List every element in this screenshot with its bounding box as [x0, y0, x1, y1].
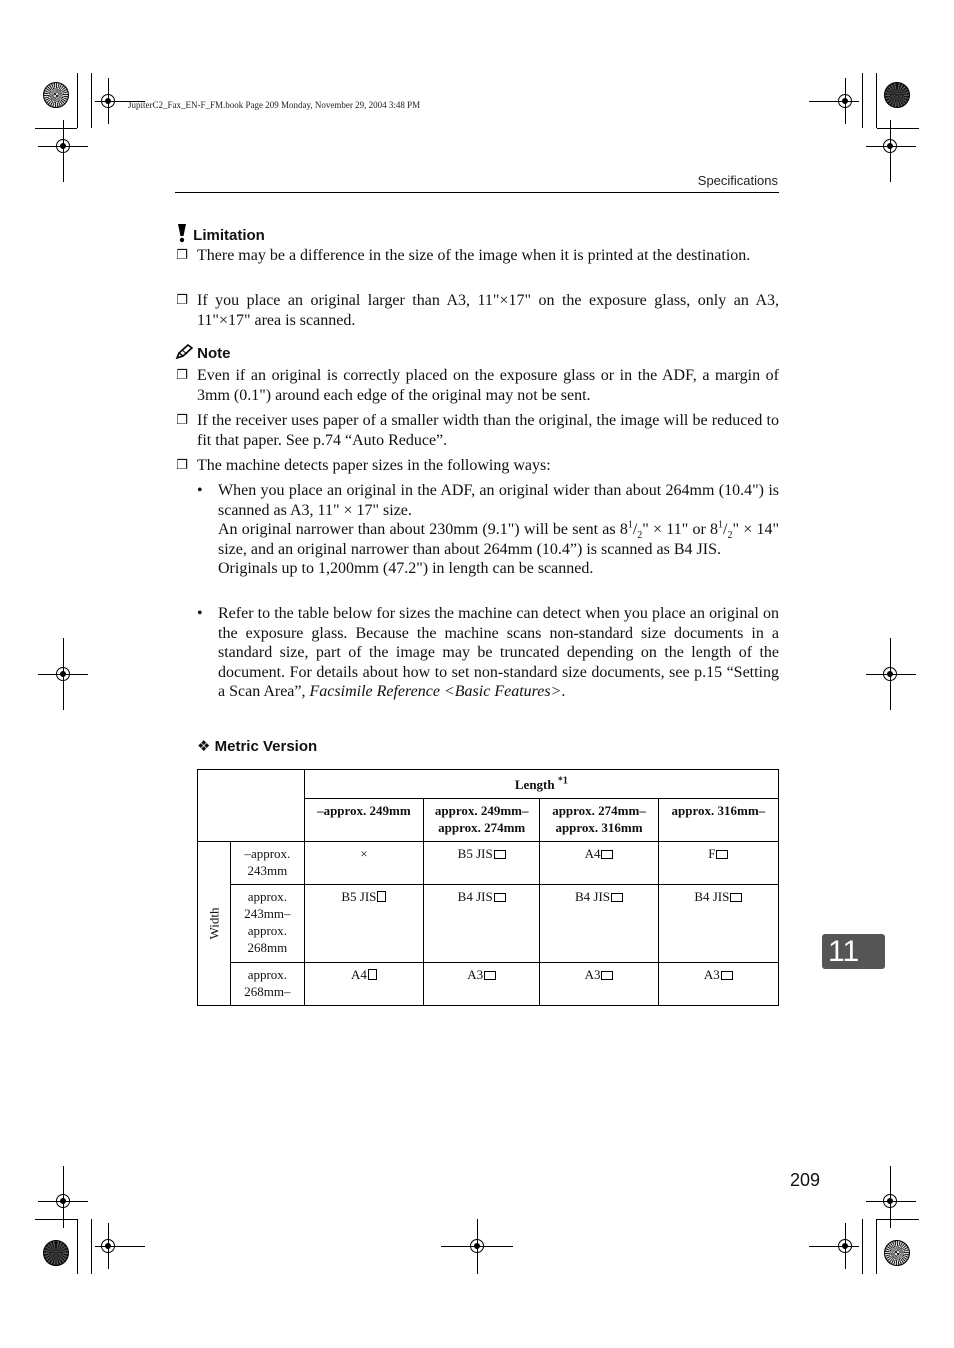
registration-mark-icon: [470, 1239, 484, 1253]
row-header: approx. 243mm– approx. 268mm: [230, 885, 304, 963]
list-item: ❐ The machine detects paper sizes in the following ways:: [176, 457, 551, 474]
table-cell: ×: [304, 842, 423, 885]
registration-mark-icon: [56, 1194, 70, 1208]
landscape-orientation-icon: [730, 893, 742, 902]
registration-mark-icon: [101, 1239, 115, 1253]
color-wheel-icon: [43, 1240, 69, 1266]
landscape-orientation-icon: [601, 850, 613, 859]
color-wheel-icon: [884, 1240, 910, 1266]
table-cell: B4 JIS: [540, 885, 658, 963]
list-item: ❐ If the receiver uses paper of a smaller width than the original, the image will be reduced to fit that paper. See p.74 “Auto Reduce”.: [176, 412, 779, 449]
metric-version-heading: ❖ Metric Version: [197, 737, 318, 755]
table-cell: A4: [540, 842, 658, 885]
landscape-orientation-icon: [716, 850, 728, 859]
length-header: Length $^{*1}$: [304, 770, 778, 799]
limitation-heading: [175, 223, 265, 244]
checkbox-icon: ❐: [176, 368, 188, 383]
checkbox-icon: ❐: [176, 293, 188, 308]
chapter-tab: 11: [822, 934, 885, 969]
registration-mark-icon: [883, 139, 897, 153]
row-header: –approx. 243mm: [230, 842, 304, 885]
page-number: 209: [790, 1170, 821, 1190]
limitation-heading-label: Limitation: [193, 227, 265, 244]
portrait-orientation-icon: [377, 891, 386, 902]
bullet-icon: •: [197, 482, 203, 499]
list-item: ❐ There may be a difference in the size of the image when it is printed at the destination.: [176, 247, 751, 264]
note-heading-label: Note: [197, 345, 231, 362]
landscape-orientation-icon: [721, 971, 733, 980]
registration-mark-icon: [838, 1239, 852, 1253]
table-cell: A3: [540, 963, 658, 1006]
registration-mark-icon: [883, 667, 897, 681]
checkbox-icon: ❐: [176, 458, 188, 473]
landscape-orientation-icon: [611, 893, 623, 902]
table-row: [198, 963, 779, 1006]
table-cell: B5 JIS: [424, 842, 540, 885]
landscape-orientation-icon: [494, 893, 506, 902]
list-item: ❐ If you place an original larger than A3, 11"×17" on the exposure glass, only an A3, 11"×17" area is scanned.: [176, 292, 779, 329]
landscape-orientation-icon: [494, 850, 506, 859]
table-cell: F: [658, 842, 778, 885]
landscape-orientation-icon: [601, 971, 613, 980]
table-corner: [198, 770, 305, 842]
column-header: –approx. 249mm: [304, 799, 423, 842]
registration-mark-icon: [56, 139, 70, 153]
table-cell: A3: [658, 963, 778, 1006]
registration-mark-icon: [883, 1194, 897, 1208]
registration-mark-icon: [838, 94, 852, 108]
bullet-icon: •: [197, 605, 203, 622]
diamond-icon: ❖: [197, 737, 211, 755]
color-wheel-icon: [43, 82, 69, 108]
color-wheel-icon: [884, 82, 910, 108]
row-header: approx. 268mm–: [230, 963, 304, 1006]
checkbox-icon: ❐: [176, 413, 188, 428]
paper-size-table: [197, 769, 779, 1006]
list-item: ❐ Even if an original is correctly placed on the exposure glass or in the ADF, a margin of 3mm (0.1") around each edge of the original may not be sent.: [176, 367, 779, 404]
header-rule: [175, 192, 779, 193]
registration-mark-icon: [101, 94, 115, 108]
checkbox-icon: ❐: [176, 248, 188, 263]
page-header-title: Specifications: [697, 173, 778, 188]
registration-mark-icon: [56, 667, 70, 681]
table-cell: A4: [304, 963, 423, 1006]
reference-link[interactable]: Facsimile Reference <Basic Features>: [309, 683, 562, 700]
column-header: approx. 316mm–: [658, 799, 778, 842]
table-cell: B4 JIS: [658, 885, 778, 963]
column-header: approx. 274mm– approx. 316mm: [540, 799, 658, 842]
table-cell: B5 JIS: [304, 885, 423, 963]
table-row: [198, 842, 779, 885]
portrait-orientation-icon: [368, 969, 377, 980]
pencil-icon: [175, 344, 193, 360]
table-row: [198, 885, 779, 963]
note-heading: [175, 344, 231, 362]
landscape-orientation-icon: [484, 971, 496, 980]
exclamation-icon: [175, 223, 189, 243]
bullet-item-exposure-glass: • Refer to the table below for sizes the machine can detect when you place an original on the exposure glass. Because the machine scans non-standard size documents in a standard size, part of the image may be truncated depending on the length of the document. For details about how to set non-standard size documents, see p.15 “Setting a Scan Area”, Facsimile Reference <Basic Features>.: [197, 605, 779, 700]
width-header: Width: [198, 842, 231, 1006]
file-info: JupiterC2_Fax_EN-F_FM.book Page 209 Monday, November 29, 2004 3:48 PM: [128, 100, 421, 110]
table-cell: B4 JIS: [424, 885, 540, 963]
bullet-item-adf: • When you place an original in the ADF, an original wider than about 264mm (10.4") is scanned as A3, 11" × 17" size. An original narrower than about 230mm (9.1") will be sent as $8^1/_2$" × 11" or $8^1/_2$" × 14" size, and an original narrower than about 264mm (10.4”) is scanned as B4 JIS. Originals up to 1,200mm (47.2") in length can be scanned.: [197, 482, 780, 577]
column-header: approx. 249mm– approx. 274mm: [424, 799, 540, 842]
table-cell: A3: [424, 963, 540, 1006]
